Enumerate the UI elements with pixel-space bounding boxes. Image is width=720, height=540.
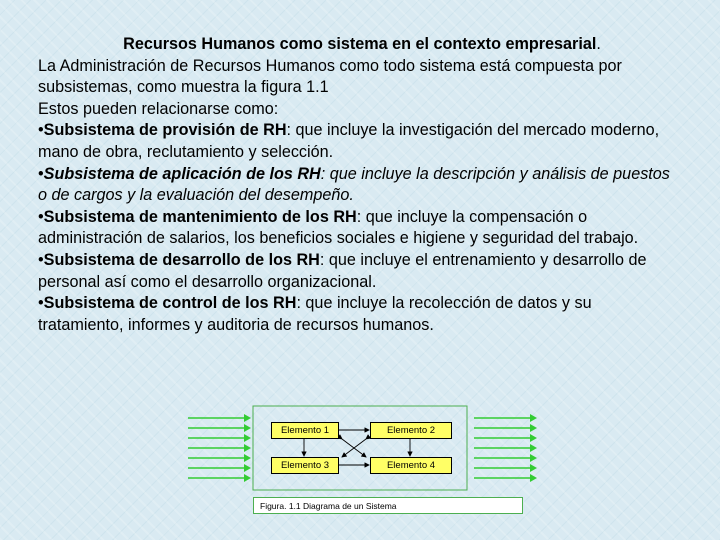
bullet-label: Subsistema de provisión de RH	[43, 121, 287, 140]
intro-paragraph: La Administración de Recursos Humanos como todo sistema está compuesta por subsistemas, como muestra la figura 1.1	[38, 56, 622, 97]
bullet-text: : que incluye la recolección de datos y su tratamiento, informes y auditoria de recursos humanos.	[38, 294, 592, 334]
bullet-marker: •	[38, 250, 44, 269]
element-box-2: Elemento 2	[370, 422, 452, 439]
bullet-aplicacion	[38, 164, 678, 207]
bullet-text: : que incluye la investigación del mercado moderno, mano de obra, reclutamiento y selección.	[38, 121, 660, 161]
bullet-text: : que incluye el entrenamiento y desarrollo de personal así como el desarrollo organizacional.	[38, 250, 647, 291]
bullet-desarrollo	[38, 250, 678, 293]
bullet-mantenimiento	[38, 207, 678, 250]
bullet-label: Subsistema de desarrollo de los RH	[43, 250, 320, 269]
bullet-marker: •	[38, 294, 44, 313]
bullet-marker: •	[38, 164, 44, 183]
slide-text	[38, 34, 678, 336]
bullet-text: : que incluye la compensación o administración de salarios, los beneficios sociales e higiene y seguridad del trabajo.	[38, 207, 639, 248]
intro-paragraph-2: Estos pueden relacionarse como:	[38, 99, 279, 118]
bullet-label: Subsistema de control de los RH	[43, 294, 297, 313]
bullet-provision	[38, 120, 678, 163]
title-period: .	[596, 35, 601, 53]
slide-title	[38, 34, 678, 56]
element-connectors	[304, 430, 410, 465]
output-arrows	[474, 418, 530, 478]
bullet-control	[38, 293, 678, 336]
system-boundary	[253, 406, 467, 490]
bullet-label: Subsistema de mantenimiento de los RH	[43, 207, 357, 226]
element-box-4: Elemento 4	[370, 457, 452, 474]
element-box-3: Elemento 3	[271, 457, 339, 474]
figure-caption: Figura. 1.1 Diagrama de un Sistema	[253, 497, 523, 514]
element-box-1: Elemento 1	[271, 422, 339, 439]
bullet-label: Subsistema de aplicación de los RH	[43, 164, 321, 183]
bullet-marker: •	[38, 121, 44, 140]
title-text: Recursos Humanos como sistema en el contexto empresarial	[123, 35, 597, 53]
input-arrows	[188, 418, 244, 478]
bullet-marker: •	[38, 207, 44, 226]
bullet-text: : que incluye la descripción y análisis de puestos o de cargos y la evaluación del desempeño.	[38, 164, 670, 205]
